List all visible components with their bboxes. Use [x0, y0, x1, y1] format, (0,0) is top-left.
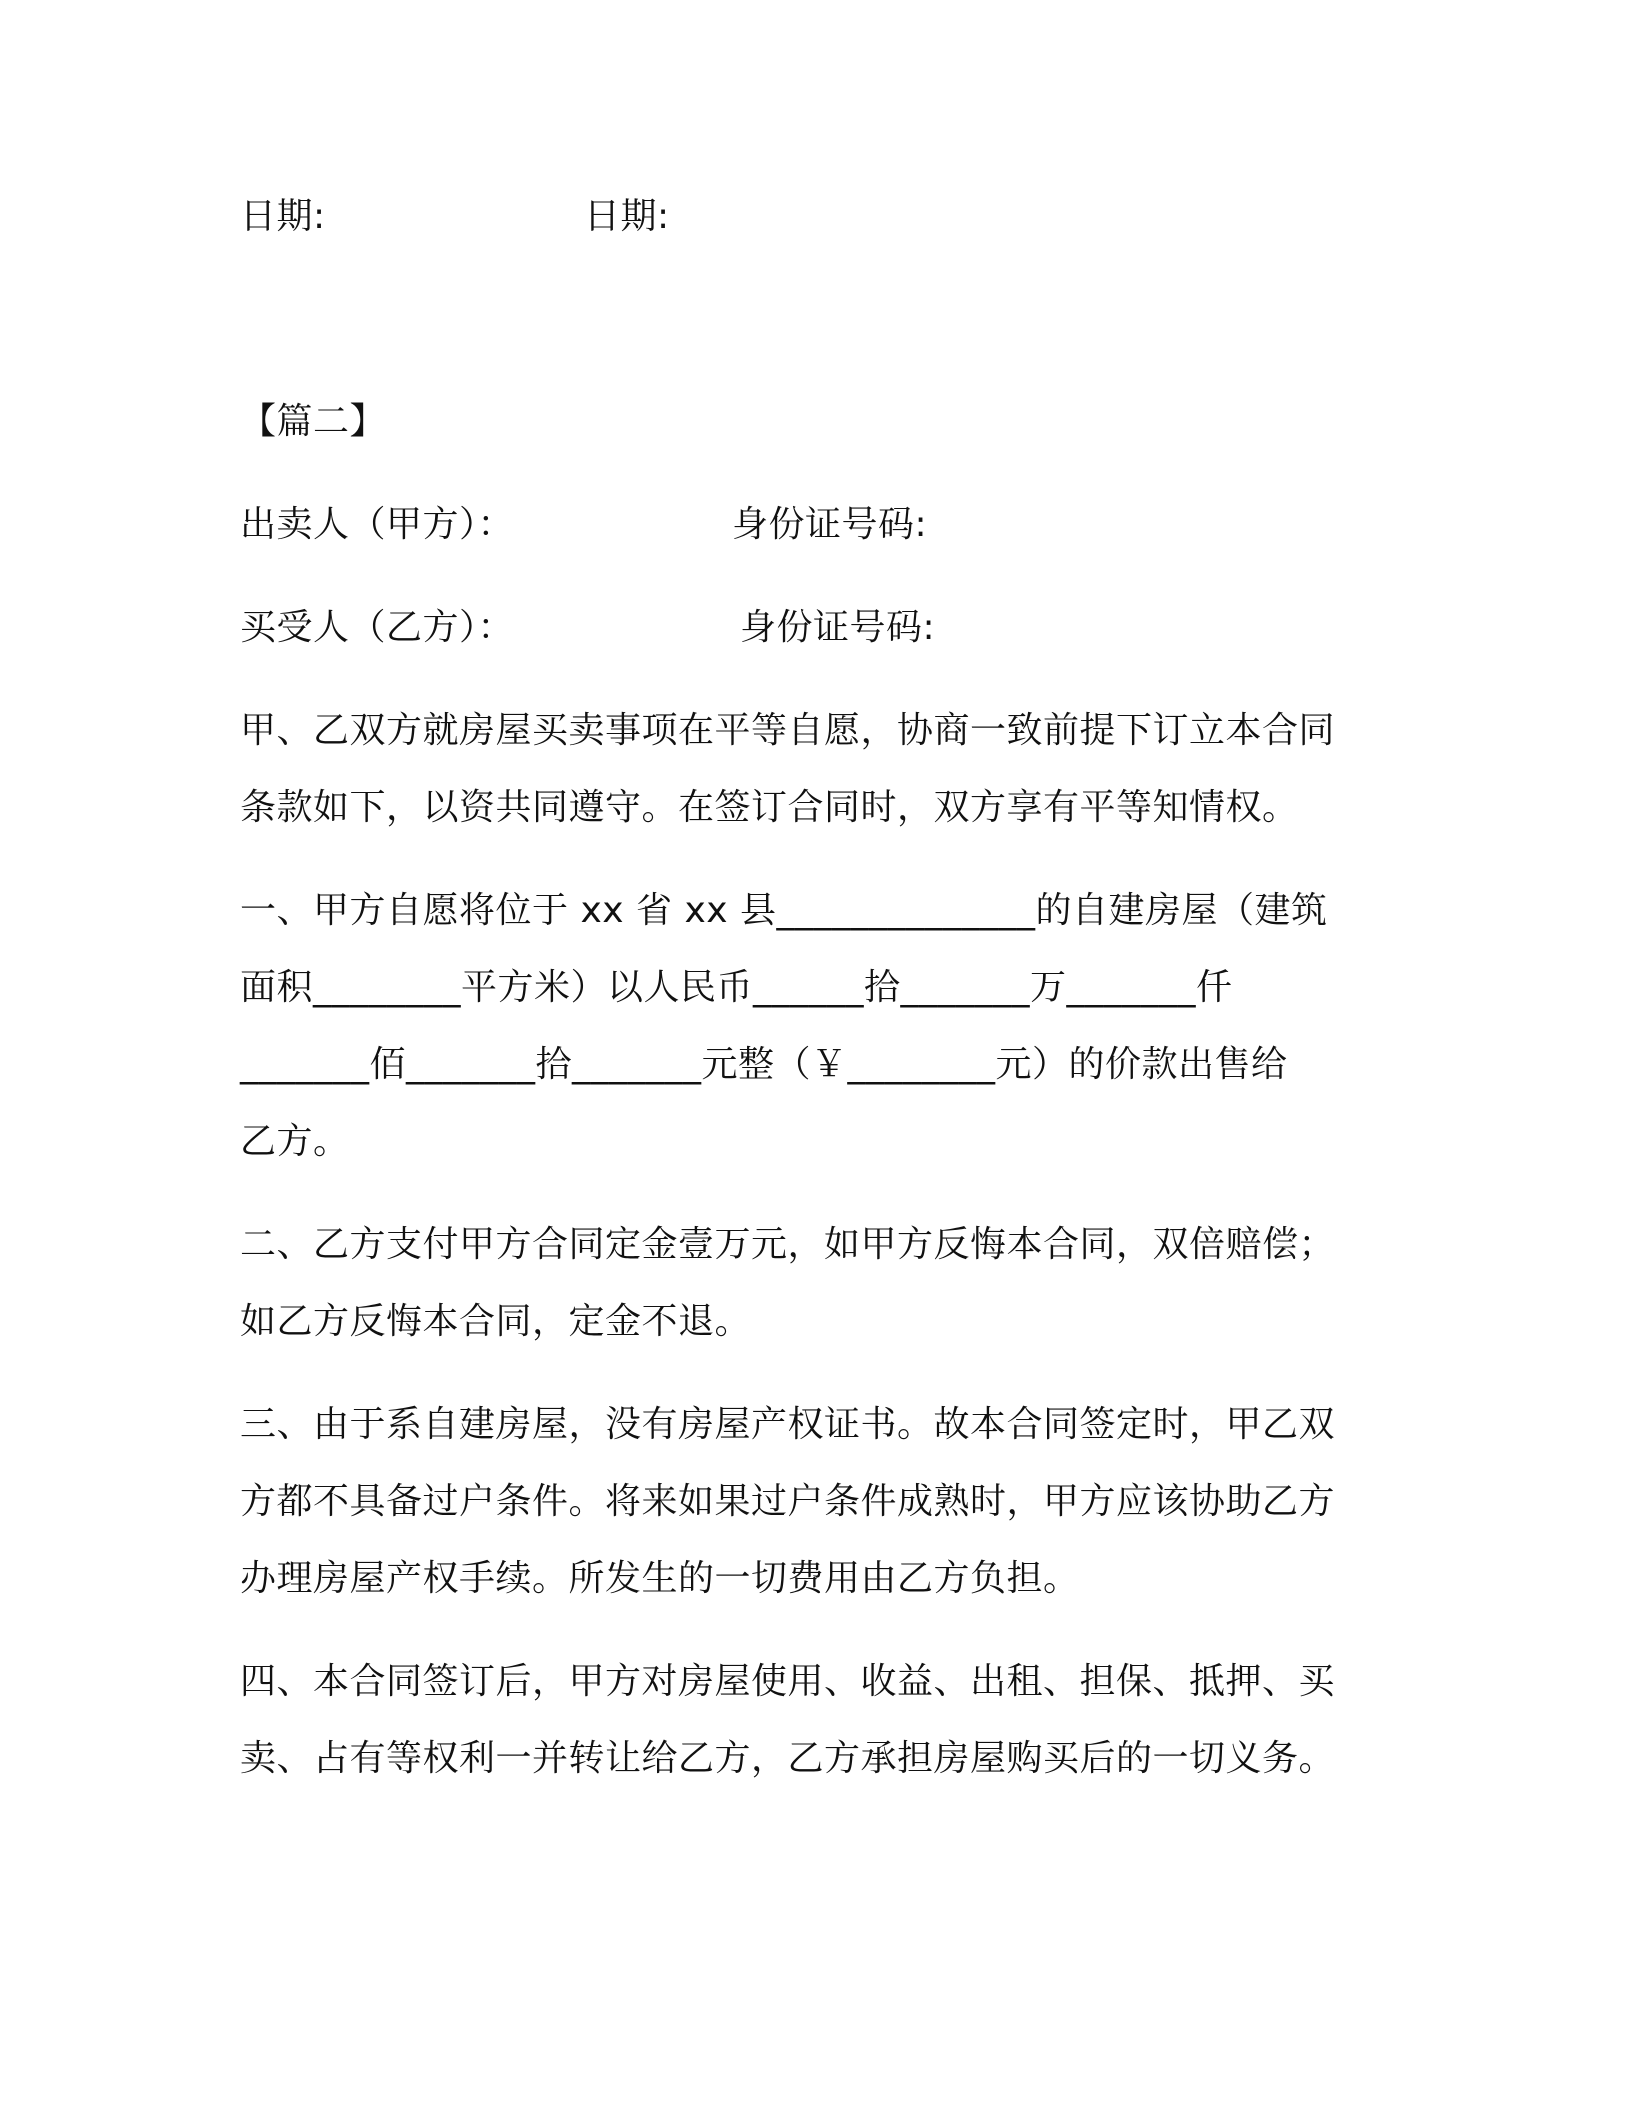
- clause-1-line-2: 面积________平方米）以人民币______拾_______万_______仟: [240, 967, 1233, 1008]
- clause-2-line-1: 二、乙方支付甲方合同定金壹万元，如甲方反悔本合同，双倍赔偿；: [240, 1224, 1336, 1265]
- clause-1-line-4: 乙方。: [240, 1121, 350, 1162]
- buyer-row: [240, 604, 1340, 652]
- clause-1-line-3: _______佰_______拾_______元整（￥________元）的价款出售给: [240, 1044, 1288, 1085]
- date-label-right: 日期:: [584, 196, 670, 237]
- clause-4-line-2: 卖、占有等权利一并转让给乙方，乙方承担房屋购买后的一切义务。: [240, 1738, 1336, 1779]
- clause-1-line-1: 一、甲方自愿将位于 xx 省 xx 县______________的自建房屋（建筑: [240, 890, 1328, 931]
- seller-id-label: 身份证号码:: [732, 504, 928, 545]
- buyer-id-label: 身份证号码:: [740, 607, 936, 648]
- clause-4-line-1: 四、本合同签订后，甲方对房屋使用、收益、出租、担保、抵押、买: [240, 1661, 1336, 1702]
- seller-row: [240, 501, 1340, 549]
- clause-3-line-3: 办理房屋产权手续。所发生的一切费用由乙方负担。: [240, 1558, 1080, 1599]
- signature-date-row: [240, 193, 1340, 241]
- date-label-left: 日期:: [240, 196, 326, 237]
- clause-2-line-2: 如乙方反悔本合同，定金不退。: [240, 1301, 752, 1342]
- seller-label: 出卖人（甲方）：: [240, 504, 515, 545]
- clause-3-line-1: 三、由于系自建房屋，没有房屋产权证书。故本合同签定时，甲乙双: [240, 1404, 1336, 1445]
- intro-line-2: 条款如下，以资共同遵守。在签订合同时，双方享有平等知情权。: [240, 787, 1299, 828]
- clause-3-line-2: 方都不具备过户条件。将来如果过户条件成熟时，甲方应该协助乙方: [240, 1481, 1336, 1522]
- buyer-label: 买受人（乙方）：: [240, 607, 515, 648]
- intro-line-1: 甲、乙双方就房屋买卖事项在平等自愿，协商一致前提下订立本合同: [240, 710, 1336, 751]
- section-heading: 【篇二】: [240, 401, 387, 442]
